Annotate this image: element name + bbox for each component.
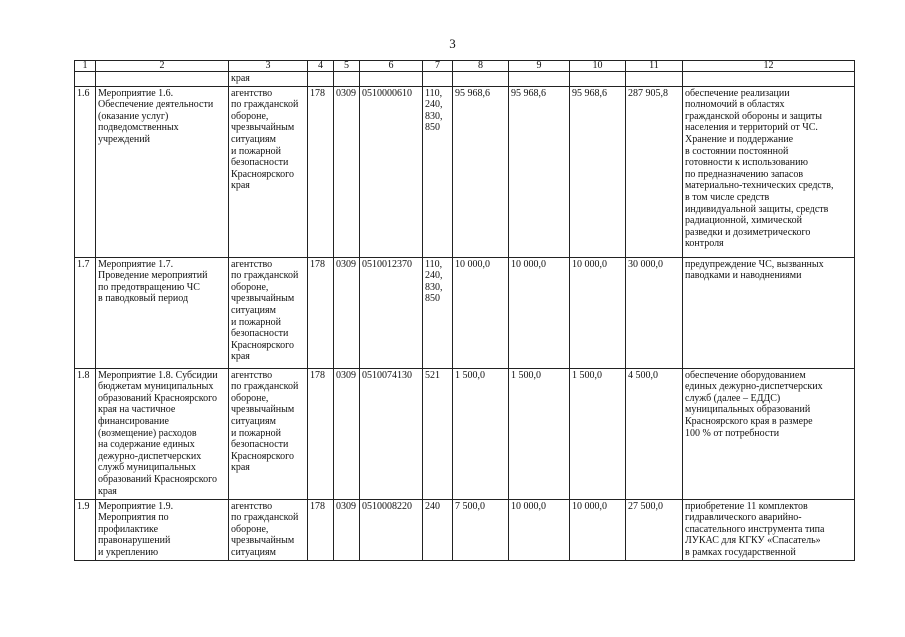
- table-cell: [96, 72, 229, 87]
- expected-result: обеспечение реализации полномочий в областях гражданской обороны и защиты населения и территорий от ЧС. Хранение и поддержание в состоянии постоянной готовности к использованию по предназначению запасов материально-технических средств, в том числе средств индивидуальной защиты, средств радиационной, химической разведки и дозиметрического контроля: [683, 86, 855, 257]
- header-cell: 2: [96, 61, 229, 72]
- csr-code: 0510074130: [360, 368, 423, 499]
- amount-year-2: 10 000,0: [509, 499, 570, 560]
- amount-year-3: 10 000,0: [570, 499, 626, 560]
- header-cell: 1: [75, 61, 96, 72]
- continuation-row: [75, 72, 855, 87]
- amount-year-3: 10 000,0: [570, 257, 626, 368]
- table-cell: [75, 72, 96, 87]
- csr-code: 0510008220: [360, 499, 423, 560]
- grbs-code: 178: [308, 86, 334, 257]
- header-cell: 3: [229, 61, 308, 72]
- rzpr-code: 0309: [334, 257, 360, 368]
- row-number: 1.7: [75, 257, 96, 368]
- amount-year-1: 1 500,0: [453, 368, 509, 499]
- row-number: 1.6: [75, 86, 96, 257]
- measure-name: Мероприятие 1.9. Мероприятия по профилактике правонарушений и укреплению: [96, 499, 229, 560]
- header-cell: 6: [360, 61, 423, 72]
- rzpr-code: 0309: [334, 368, 360, 499]
- table-row: [75, 86, 855, 257]
- measure-name: Мероприятие 1.7. Проведение мероприятий по предотвращению ЧС в паводковый период: [96, 257, 229, 368]
- amount-year-1: 7 500,0: [453, 499, 509, 560]
- grbs-code: 178: [308, 368, 334, 499]
- amount-year-2: 95 968,6: [509, 86, 570, 257]
- header-cell: 5: [334, 61, 360, 72]
- amount-year-2: 10 000,0: [509, 257, 570, 368]
- measure-name: Мероприятие 1.6. Обеспечение деятельности (оказание услуг) подведомственных учреждений: [96, 86, 229, 257]
- rzpr-code: 0309: [334, 499, 360, 560]
- table-cell: [626, 72, 683, 87]
- grbs-code: 178: [308, 257, 334, 368]
- amount-year-3: 1 500,0: [570, 368, 626, 499]
- table-cell: [308, 72, 334, 87]
- agency: агентство по гражданской обороне, чрезвычайным ситуациям: [229, 499, 308, 560]
- header-cell: 11: [626, 61, 683, 72]
- agency: агентство по гражданской обороне, чрезвычайным ситуациям и пожарной безопасности Красноярского края: [229, 368, 308, 499]
- header-cell: 9: [509, 61, 570, 72]
- amount-total: 27 500,0: [626, 499, 683, 560]
- amount-year-1: 95 968,6: [453, 86, 509, 257]
- amount-year-3: 95 968,6: [570, 86, 626, 257]
- table-cell: [683, 72, 855, 87]
- table-cell: [334, 72, 360, 87]
- row-number: 1.8: [75, 368, 96, 499]
- header-cell: 4: [308, 61, 334, 72]
- grbs-code: 178: [308, 499, 334, 560]
- amount-total: 4 500,0: [626, 368, 683, 499]
- rzpr-code: 0309: [334, 86, 360, 257]
- expected-result: приобретение 11 комплектов гидравлического аварийно- спасательного инструмента типа ЛУКАС для КГКУ «Спасатель» в рамках государственной: [683, 499, 855, 560]
- amount-total: 287 905,8: [626, 86, 683, 257]
- header-cell: 12: [683, 61, 855, 72]
- csr-code: 0510012370: [360, 257, 423, 368]
- vr-code: 110, 240, 830, 850: [423, 86, 453, 257]
- table-row: [75, 499, 855, 560]
- measure-name: Мероприятие 1.8. Субсидии бюджетам муниципальных образований Красноярского края на частичное финансирование (возмещение) расходов на содержание единых дежурно-диспетчерских служб муниципальных образований Красноярского края: [96, 368, 229, 499]
- vr-code: 521: [423, 368, 453, 499]
- expected-result: обеспечение оборудованием единых дежурно-диспетчерских служб (далее – ЕДДС) муниципальных образований Красноярского края в размере 100 % от потребности: [683, 368, 855, 499]
- budget-table-container: [74, 60, 855, 561]
- agency: агентство по гражданской обороне, чрезвычайным ситуациям и пожарной безопасности Красноярского края: [229, 257, 308, 368]
- amount-year-1: 10 000,0: [453, 257, 509, 368]
- table-row: [75, 368, 855, 499]
- header-cell: 8: [453, 61, 509, 72]
- amount-total: 30 000,0: [626, 257, 683, 368]
- csr-code: 0510000610: [360, 86, 423, 257]
- amount-year-2: 1 500,0: [509, 368, 570, 499]
- table-row: [75, 257, 855, 368]
- vr-code: 110, 240, 830, 850: [423, 257, 453, 368]
- budget-table: [74, 60, 855, 561]
- table-cell: [570, 72, 626, 87]
- page-number: 3: [449, 36, 456, 51]
- header-cell: 10: [570, 61, 626, 72]
- agency-continuation: края: [229, 72, 308, 87]
- agency: агентство по гражданской обороне, чрезвычайным ситуациям и пожарной безопасности Красноярского края: [229, 86, 308, 257]
- table-cell: [423, 72, 453, 87]
- expected-result: предупреждение ЧС, вызванных паводками и наводнениями: [683, 257, 855, 368]
- table-cell: [360, 72, 423, 87]
- vr-code: 240: [423, 499, 453, 560]
- table-cell: [453, 72, 509, 87]
- column-number-header: [75, 61, 855, 72]
- table-cell: [509, 72, 570, 87]
- row-number: 1.9: [75, 499, 96, 560]
- header-cell: 7: [423, 61, 453, 72]
